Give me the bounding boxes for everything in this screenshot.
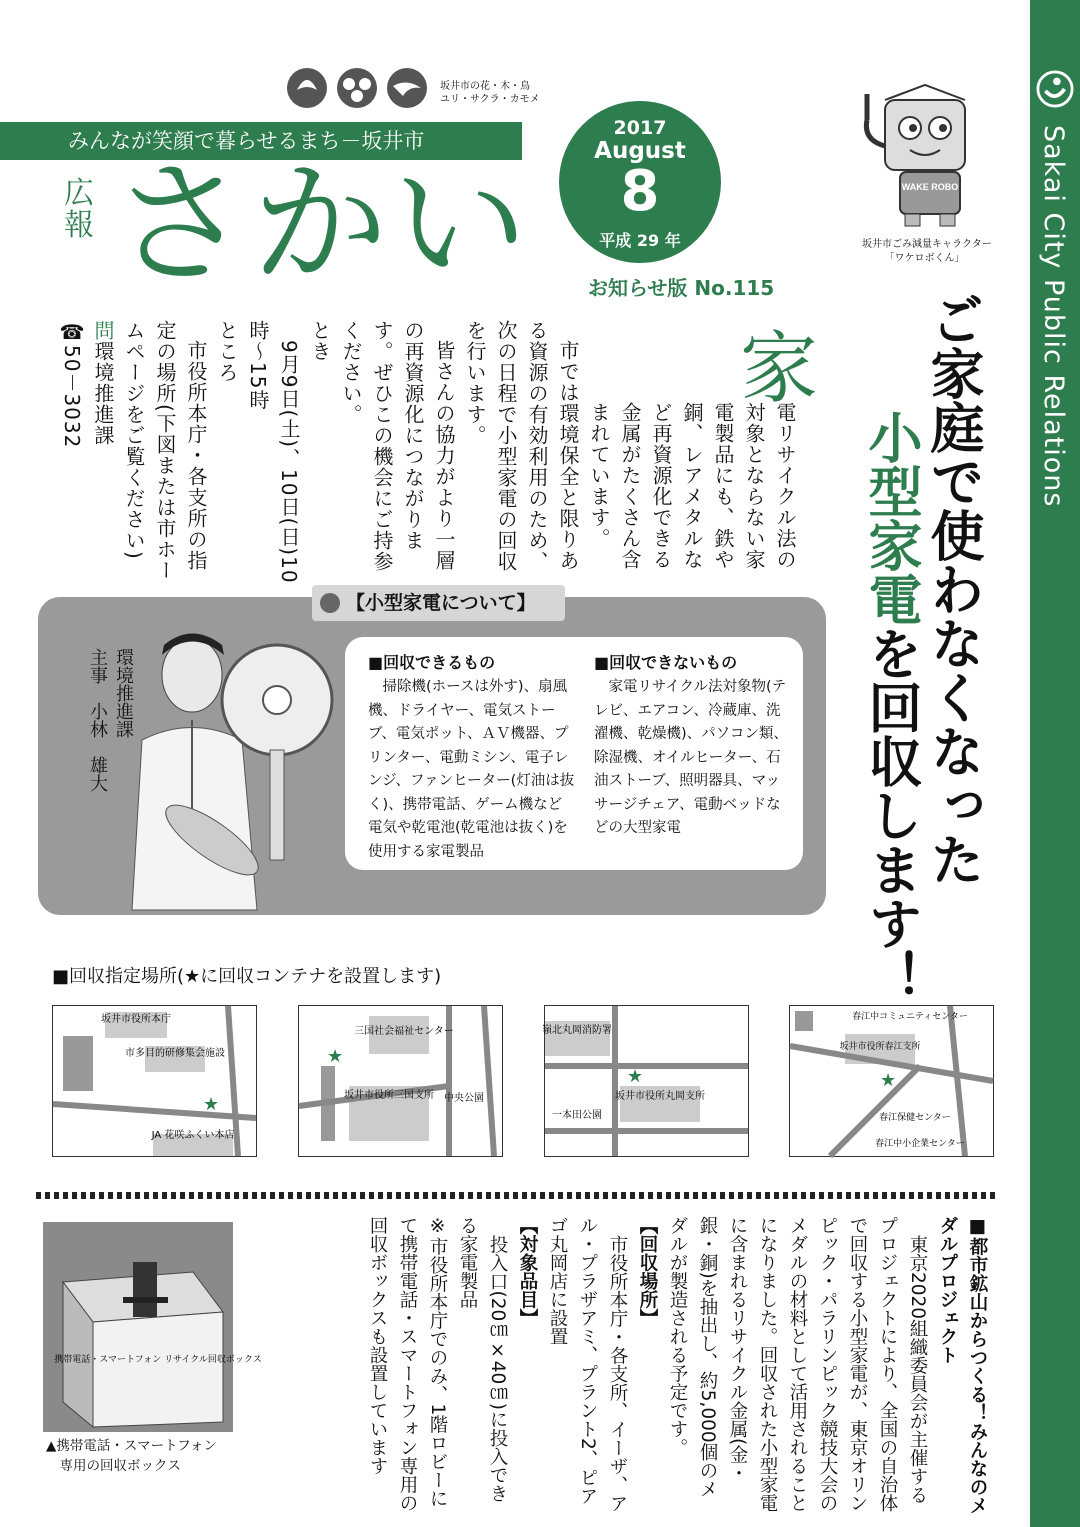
map3-label-fire: 嶺北丸岡消防署	[542, 1025, 612, 1036]
drop-cap: 家	[740, 324, 819, 414]
map2-label-park: 中央公園	[444, 1093, 484, 1104]
date-era: 平成 29 年	[599, 231, 681, 250]
map4-label-health: 春江保健センター	[879, 1113, 951, 1123]
headline-green: 小型家電	[860, 410, 923, 626]
mascot-caption: 坂井市ごみ減量キャラクター 「ワケロボくん」	[862, 239, 992, 264]
map-harue	[789, 1005, 994, 1157]
info-tab: 【小型家電について】	[312, 585, 565, 621]
star-icon: ★	[880, 1070, 897, 1091]
newsletter-title: さかい	[112, 146, 532, 304]
person-dept: 環境推進課	[113, 648, 134, 738]
article-p1: 電リサイクル法の対象とならない家電製品にも、鉄や銅、レアメタルなど再資源化できる金属がたくさん含まれています。	[587, 402, 797, 570]
place-heading: 【回収場所】	[637, 1216, 658, 1327]
slogan-bar: みんなが笑顔で暮らせるまち－坂井市	[0, 122, 522, 160]
cannot-collect-list: 家電リサイクル法対象物(テレビ、エアコン、冷蔵庫、洗濯機、乾燥機)、パソコン類、除湿機、オイルヒーター、石油ストーブ、照明器具、マッサージチェア、電動ベッドなどの大型家電	[594, 679, 788, 836]
where-value: 市役所本庁・各支所の指定の場所(下図または市ホームページをご覧ください)	[122, 320, 208, 581]
medal-note: ※市役所本庁でのみ、1階ロビーにて携帯電話・スマートフォン専用の回収ボックスも設置しています	[367, 1216, 448, 1512]
city-emblem-icon	[1036, 70, 1074, 108]
section-divider	[36, 1192, 996, 1199]
where-label: ところ	[215, 320, 239, 383]
kouhou-label: 広報	[64, 176, 94, 243]
article-p2: 市では環境保全と限りある資源の有効利用のため、次の日程で小型家電の回収を行います。	[463, 320, 580, 572]
mascot-badge: WAKE ROBO	[901, 182, 959, 192]
phone-icon: ☎	[60, 320, 84, 345]
map1-label-facility: 市多目的研修集会施設	[125, 1048, 225, 1059]
collection-box-photo	[43, 1222, 262, 1432]
box-caption: ▲携帯電話・スマートフォン 専用の回収ボックス	[46, 1438, 218, 1474]
issue-label: お知らせ版 No.115	[588, 276, 775, 300]
medal-p1: 東京2020組織委員会が主催するプロジェクトにより、全国の自治体で回収する小型家電が、東京オリンピック・パラリンピック競技大会のメダルの材料として活用されることになりました。回収された小型家電に含まれるリサイクル金属(金・銀・銅)を抽出し、約5,000個のメダルが製造される予定です。	[667, 1216, 928, 1512]
side-title: Sakai City Public Relations	[1038, 125, 1069, 508]
contact-tel: 50－3032	[60, 345, 84, 449]
can-collect-heading: ■回収できるもの	[368, 653, 496, 672]
contact-dept: 環境推進課	[91, 341, 115, 446]
pin-icon	[320, 593, 340, 613]
box-label: 携帯電話・スマートフォン リサイクル回収ボックス	[54, 1355, 262, 1365]
map-mikuni	[298, 1005, 503, 1157]
map2-label-branch: 坂井市役所三国支所	[344, 1090, 434, 1101]
map-maruoka	[544, 1005, 749, 1157]
map4-label-sme: 春江中小企業センター	[875, 1139, 965, 1149]
can-collect-list: 掃除機(ホースは外す)、扇風機、ドライヤー、電気ストーブ、電気ポット、ＡＶ機器、プリンター、電動ミシン、電子レンジ、ファンヒーター(灯油は抜く)、携帯電話、ゲーム機など電気や乾電池(乾電池は抜く)を使用する家電製品	[368, 679, 575, 860]
map1-label-honcho: 坂井市役所本庁	[101, 1014, 171, 1025]
date-day: 8	[620, 159, 660, 224]
place-body: 市役所本庁・各支所、イーザ、アル・プラザアミ、プラント2、ピアゴ丸岡店に設置	[547, 1216, 628, 1512]
map-honcho	[52, 1005, 257, 1157]
article-p3: 皆さんの協力がより一層の再資源化につながります。ぜひこの機会にご持参ください。	[339, 320, 456, 572]
places-title: ■回収指定場所(★に回収コンテナを設置します)	[52, 966, 442, 987]
map1-label-ja: JA 花咲ふくい本店	[151, 1130, 235, 1141]
when-value: 9月9日(土)、10日(日)10時～15時	[246, 320, 301, 584]
date-badge	[559, 101, 721, 263]
person-caption	[84, 648, 136, 792]
item-body: 投入口(20㎝×40㎝)に投入できる家電製品	[457, 1216, 508, 1503]
map3-label-park: 一本田公園	[552, 1110, 602, 1121]
star-icon: ★	[203, 1094, 220, 1115]
cannot-collect-heading: ■回収できないもの	[594, 653, 738, 672]
contact-label: 問	[91, 320, 115, 341]
headline-line2	[860, 410, 922, 1004]
item-heading: 【対象品目】	[517, 1216, 538, 1327]
medal-article	[252, 1216, 992, 1516]
map2-label-welfare: 三国社会福祉センター	[354, 1026, 454, 1037]
when-label: とき	[308, 320, 332, 362]
map4-label-branch: 坂井市役所春江支所	[839, 1042, 921, 1052]
date-year: 2017	[613, 117, 667, 139]
star-icon: ★	[327, 1046, 344, 1067]
map4-label-community: 春江中コミュニティセンター	[852, 1012, 968, 1022]
article-body	[60, 320, 800, 585]
map3-label-branch: 坂井市役所丸岡支所	[615, 1091, 705, 1102]
person-role: 主事	[87, 648, 108, 684]
person-name: 小林 雄大	[87, 702, 108, 792]
emblem-caption: 坂井市の花・木・鳥 ユリ・サクラ・カモメ	[440, 81, 540, 105]
star-icon: ★	[627, 1066, 644, 1087]
date-month: August	[594, 138, 686, 164]
headline-rest: を回収します！	[860, 626, 923, 1004]
headline-line1: ご家庭で使わなくなった	[922, 292, 985, 886]
medal-title: ■都市鉱山からつくる！みんなのメダルプロジェクト	[937, 1216, 988, 1515]
mascot-robot-icon	[855, 80, 995, 230]
